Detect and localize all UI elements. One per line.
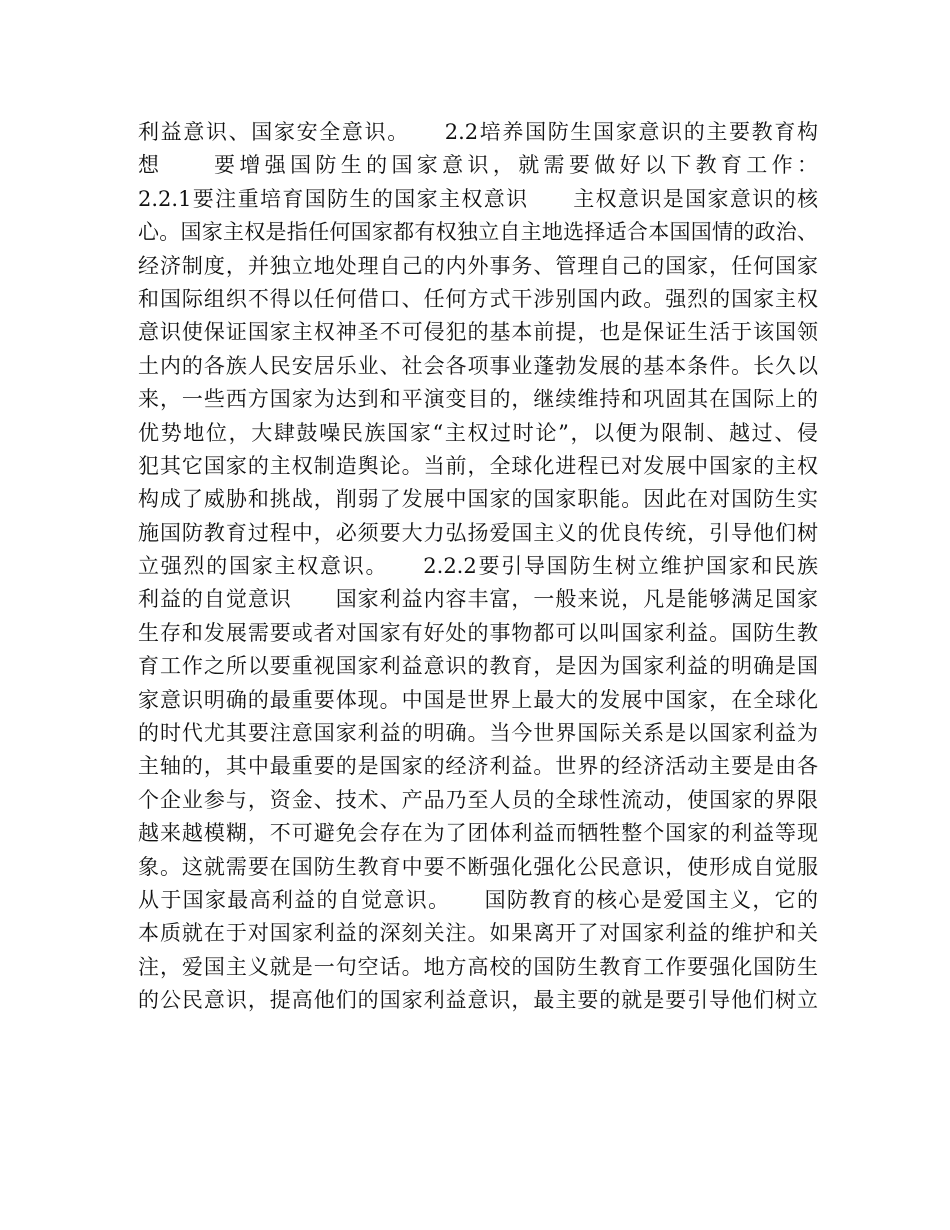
text-line: 利益的自觉意识 国家利益内容丰富，一般来说，凡是能够满足国家 <box>138 587 818 612</box>
text-line: 土内的各族人民安居乐业、社会各项事业蓬勃发展的基本条件。长久以 <box>138 353 818 378</box>
text-line: 2.2.1要注重培育国防生的国家主权意识 主权意识是国家意识的核 <box>138 186 818 211</box>
text-line: 本质就在于对国家利益的深刻关注。如果离开了对国家利益的维护和关 <box>138 921 818 946</box>
text-line: 注，爱国主义就是一句空话。地方高校的国防生教育工作要强化国防生 <box>138 954 818 979</box>
text-line: 意识使保证国家主权神圣不可侵犯的基本前提，也是保证生活于该国领 <box>138 320 818 345</box>
text-line: 家意识明确的最重要体现。中国是世界上最大的发展中国家，在全球化 <box>138 687 818 712</box>
text-line: 和国际组织不得以任何借口、任何方式干涉别国内政。强烈的国家主权 <box>138 286 818 311</box>
text-line: 想 要增强国防生的国家意识，就需要做好以下教育工作： <box>138 153 818 178</box>
text-line: 主轴的，其中最重要的是国家的经济利益。世界的经济活动主要是由各 <box>138 754 818 779</box>
text-line: 象。这就需要在国防生教育中要不断强化强化公民意识，使形成自觉服 <box>138 854 818 879</box>
text-line: 育工作之所以要重视国家利益意识的教育，是因为国家利益的明确是国 <box>138 654 818 679</box>
text-line: 来，一些西方国家为达到和平演变目的，继续维持和巩固其在国际上的 <box>138 387 818 412</box>
text-line: 构成了威胁和挑战，削弱了发展中国家的国家职能。因此在对国防生实 <box>138 487 818 512</box>
text-line: 经济制度，并独立地处理自己的内外事务、管理自己的国家，任何国家 <box>138 253 818 278</box>
text-line: 优势地位，大肆鼓噪民族国家“主权过时论”，以便为限制、越过、侵 <box>138 420 818 445</box>
text-line: 个企业参与，资金、技术、产品乃至人员的全球性流动，使国家的界限 <box>138 787 818 812</box>
text-line: 越来越模糊，不可避免会存在为了团体利益而牺牲整个国家的利益等现 <box>138 821 818 846</box>
text-line: 生存和发展需要或者对国家有好处的事物都可以叫国家利益。国防生教 <box>138 620 818 645</box>
text-line: 犯其它国家的主权制造舆论。当前，全球化进程已对发展中国家的主权 <box>138 453 818 478</box>
text-line: 的时代尤其要注意国家利益的明确。当今世界国际关系是以国家利益为 <box>138 721 818 746</box>
text-line: 从于国家最高利益的自觉意识。 国防教育的核心是爱国主义，它的 <box>138 887 818 912</box>
text-line: 心。国家主权是指任何国家都有权独立自主地选择适合本国国情的政治、 <box>138 220 818 245</box>
text-line: 的公民意识，提高他们的国家利益意识，最主要的就是要引导他们树立 <box>138 988 818 1013</box>
text-line: 利益意识、国家安全意识。 2.2培养国防生国家意识的主要教育构 <box>138 120 818 144</box>
text-line: 立强烈的国家主权意识。 2.2.2要引导国防生树立维护国家和民族 <box>138 554 818 579</box>
text-line: 施国防教育过程中，必须要大力弘扬爱国主义的优良传统，引导他们树 <box>138 520 818 545</box>
body-text <box>138 116 818 1018</box>
